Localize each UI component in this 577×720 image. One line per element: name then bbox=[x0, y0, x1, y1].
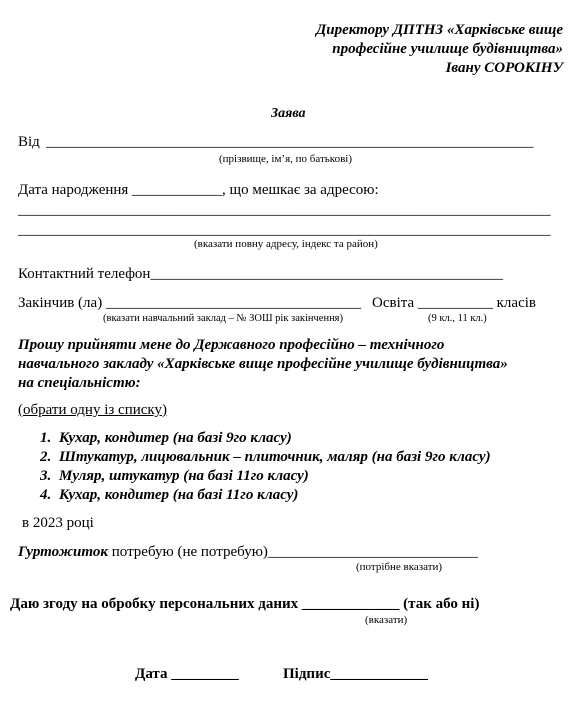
address-line-1[interactable]: _______________________________________________________________________ bbox=[18, 202, 551, 218]
consent-field[interactable]: Даю згоду на обробку персональних даних _____________ (так або ні) bbox=[10, 596, 480, 612]
specialty-item[interactable] bbox=[40, 468, 309, 485]
specialty-number: 2. bbox=[40, 449, 52, 465]
request-line-1: Прошу прийняти мене до Державного професійно – технічного bbox=[18, 337, 445, 353]
request-line-3: на спеціальністю: bbox=[18, 375, 141, 391]
from-label: Від bbox=[18, 134, 40, 150]
graduated-field[interactable]: Закінчив (ла) __________________________________ bbox=[18, 295, 361, 311]
specialty-number: 1. bbox=[40, 430, 52, 446]
specialty-number: 4. bbox=[40, 487, 52, 503]
addressee-line-1: Директору ДПТНЗ «Харківське вище bbox=[315, 22, 563, 38]
request-line-2: навчального закладу «Харківське вище професійне училище будівництва» bbox=[18, 356, 508, 372]
dormitory-label: Гуртожиток bbox=[18, 544, 108, 560]
specialty-item[interactable] bbox=[40, 449, 491, 466]
from-field-line[interactable]: _________________________________________________________________ bbox=[46, 134, 534, 150]
specialty-text: Кухар, кондитер (на базі 9го класу) bbox=[59, 430, 292, 446]
signature-field[interactable]: Підпис_____________ bbox=[283, 666, 428, 682]
consent-hint: (вказати) bbox=[365, 614, 408, 626]
specialty-text: Кухар, кондитер (на базі 11го класу) bbox=[59, 487, 299, 503]
education-hint: (9 кл., 11 кл.) bbox=[428, 313, 487, 324]
phone-field[interactable]: Контактний телефон_______________________________________________ bbox=[18, 266, 503, 282]
specialty-number: 3. bbox=[40, 468, 52, 484]
addressee-line-2: професійне училище будівництва» bbox=[332, 41, 563, 57]
specialty-item[interactable] bbox=[40, 487, 298, 504]
dormitory-field[interactable] bbox=[18, 544, 478, 561]
education-field[interactable]: Освіта __________ класів bbox=[372, 295, 536, 311]
address-hint: (вказати повну адресу, індекс та район) bbox=[194, 238, 378, 250]
document-title: Заява bbox=[271, 106, 306, 121]
admission-year: в 2023 році bbox=[22, 515, 94, 531]
address-line-2[interactable]: _______________________________________________________________________ bbox=[18, 222, 551, 238]
dormitory-text: потребую (не потребую)____________________________ bbox=[107, 544, 478, 560]
from-hint: (прізвище, ім’я, по батькові) bbox=[219, 153, 352, 165]
birth-date-line: Дата народження ____________, що мешкає за адресою: bbox=[18, 182, 379, 198]
specialty-item[interactable] bbox=[40, 430, 292, 447]
date-field[interactable]: Дата _________ bbox=[135, 666, 239, 682]
dormitory-hint: (потрібне вказати) bbox=[356, 561, 443, 573]
specialty-text: Штукатур, лицювальник – плиточник, маляр (на базі 9го класу) bbox=[59, 449, 491, 465]
addressee-line-3: Івану СОРОКІНУ bbox=[445, 60, 563, 76]
choose-hint: (обрати одну із списку) bbox=[18, 402, 167, 418]
specialty-text: Муляр, штукатур (на базі 11го класу) bbox=[59, 468, 309, 484]
graduated-hint: (вказати навчальний заклад – № ЗОШ рік закінчення) bbox=[103, 313, 344, 324]
